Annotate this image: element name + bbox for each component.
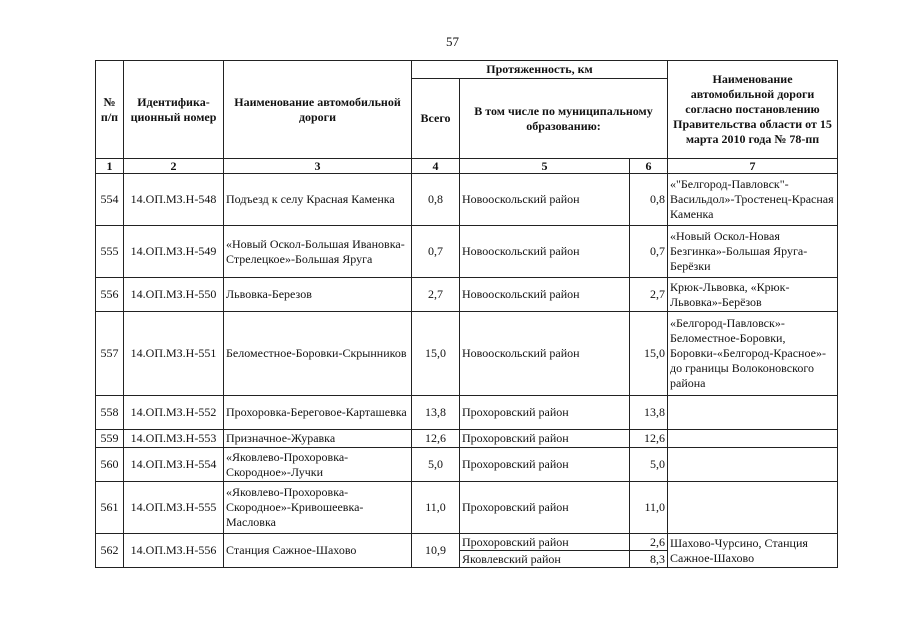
page-number: 57: [446, 34, 459, 49]
row-district: Прохоровский район: [460, 430, 630, 448]
row-old-name: «Белгород-Павловск»-Беломестное-Боровки, Боровки-«Белгород-Красное»-до границы Волоконовского района: [668, 312, 838, 396]
column-number: 3: [224, 159, 412, 174]
row-total: 2,7: [412, 278, 460, 312]
row-old-name: [668, 430, 838, 448]
row-district: Прохоровский район: [460, 534, 630, 551]
row-total: 15,0: [412, 312, 460, 396]
row-number: 562: [96, 534, 124, 568]
row-part: 5,0: [630, 448, 668, 482]
row-old-name: «Новый Оскол-Новая Безгинка»-Большая Яруга-Берёзки: [668, 226, 838, 278]
row-road-name: Прохоровка-Береговое-Карташевка: [224, 396, 412, 430]
row-number: 555: [96, 226, 124, 278]
header-identifier: Идентифика-ционный номер: [124, 61, 224, 159]
row-old-name: [668, 482, 838, 534]
row-identifier: 14.ОП.МЗ.Н-548: [124, 174, 224, 226]
row-road-name: Станция Сажное-Шахово: [224, 534, 412, 568]
column-number: 2: [124, 159, 224, 174]
row-identifier: 14.ОП.МЗ.Н-554: [124, 448, 224, 482]
row-road-name: Призначное-Журавка: [224, 430, 412, 448]
row-part: 13,8: [630, 396, 668, 430]
table-row: [96, 534, 838, 551]
table-row: [96, 430, 838, 448]
header-municipal: В том числе по муниципальному образованию:: [460, 79, 668, 159]
table-row: [96, 174, 838, 226]
row-identifier: 14.ОП.МЗ.Н-552: [124, 396, 224, 430]
row-total: 0,7: [412, 226, 460, 278]
row-total: 12,6: [412, 430, 460, 448]
row-part: 2,7: [630, 278, 668, 312]
row-part: 11,0: [630, 482, 668, 534]
row-old-name: [668, 396, 838, 430]
header-road-name: Наименование автомобильной дороги: [224, 61, 412, 159]
header-row-top: [96, 61, 838, 79]
row-district: Прохоровский район: [460, 482, 630, 534]
row-part: 2,6: [630, 534, 668, 551]
row-part: 15,0: [630, 312, 668, 396]
row-road-name: «Яковлево-Прохоровка-Скородное»-Кривошеевка-Масловка: [224, 482, 412, 534]
row-identifier: 14.ОП.МЗ.Н-555: [124, 482, 224, 534]
row-old-name: Крюк-Львовка, «Крюк-Львовка»-Берёзов: [668, 278, 838, 312]
table-row: [96, 448, 838, 482]
column-number: 1: [96, 159, 124, 174]
header-total: Всего: [412, 79, 460, 159]
row-road-name: Подъезд к селу Красная Каменка: [224, 174, 412, 226]
row-part: 8,3: [630, 551, 668, 568]
row-road-name: Львовка-Березов: [224, 278, 412, 312]
row-number: 561: [96, 482, 124, 534]
table-row: [96, 278, 838, 312]
row-district: Прохоровский район: [460, 396, 630, 430]
row-district: Яковлевский район: [460, 551, 630, 568]
table-row: [96, 226, 838, 278]
row-total: 10,9: [412, 534, 460, 568]
row-district: Прохоровский район: [460, 448, 630, 482]
table-row: [96, 312, 838, 396]
row-district: Новооскольский район: [460, 226, 630, 278]
roads-table: [95, 60, 838, 568]
row-number: 557: [96, 312, 124, 396]
row-identifier: 14.ОП.МЗ.Н-556: [124, 534, 224, 568]
row-district: Новооскольский район: [460, 278, 630, 312]
header-number: № п/п: [96, 61, 124, 159]
row-identifier: 14.ОП.МЗ.Н-550: [124, 278, 224, 312]
row-part: 0,8: [630, 174, 668, 226]
row-total: 0,8: [412, 174, 460, 226]
row-old-name: «"Белгород-Павловск"-Васильдол»-Тростенец-Красная Каменка: [668, 174, 838, 226]
header-length-group: Протяженность, км: [412, 61, 668, 79]
column-number: 6: [630, 159, 668, 174]
column-number: 5: [460, 159, 630, 174]
header-old-name: Наименование автомобильной дороги согласно постановлению Правительства области от 15 марта 2010 года № 78-пп: [668, 61, 838, 159]
row-total: 11,0: [412, 482, 460, 534]
row-road-name: Беломестное-Боровки-Скрынников: [224, 312, 412, 396]
row-total: 13,8: [412, 396, 460, 430]
table-row: [96, 396, 838, 430]
row-number: 560: [96, 448, 124, 482]
row-old-name: Шахово-Чурсино, Станция Сажное-Шахово: [668, 534, 838, 568]
row-part: 0,7: [630, 226, 668, 278]
column-number: 7: [668, 159, 838, 174]
row-identifier: 14.ОП.МЗ.Н-549: [124, 226, 224, 278]
row-number: 559: [96, 430, 124, 448]
row-part: 12,6: [630, 430, 668, 448]
row-total: 5,0: [412, 448, 460, 482]
row-old-name: [668, 448, 838, 482]
row-number: 556: [96, 278, 124, 312]
column-number-row: [96, 159, 838, 174]
table-row: [96, 482, 838, 534]
row-number: 558: [96, 396, 124, 430]
row-district: Новооскольский район: [460, 174, 630, 226]
column-number: 4: [412, 159, 460, 174]
row-number: 554: [96, 174, 124, 226]
row-district: Новооскольский район: [460, 312, 630, 396]
row-road-name: «Новый Оскол-Большая Ивановка-Стрелецкое»-Большая Яруга: [224, 226, 412, 278]
row-identifier: 14.ОП.МЗ.Н-551: [124, 312, 224, 396]
row-identifier: 14.ОП.МЗ.Н-553: [124, 430, 224, 448]
row-road-name: «Яковлево-Прохоровка-Скородное»-Лучки: [224, 448, 412, 482]
